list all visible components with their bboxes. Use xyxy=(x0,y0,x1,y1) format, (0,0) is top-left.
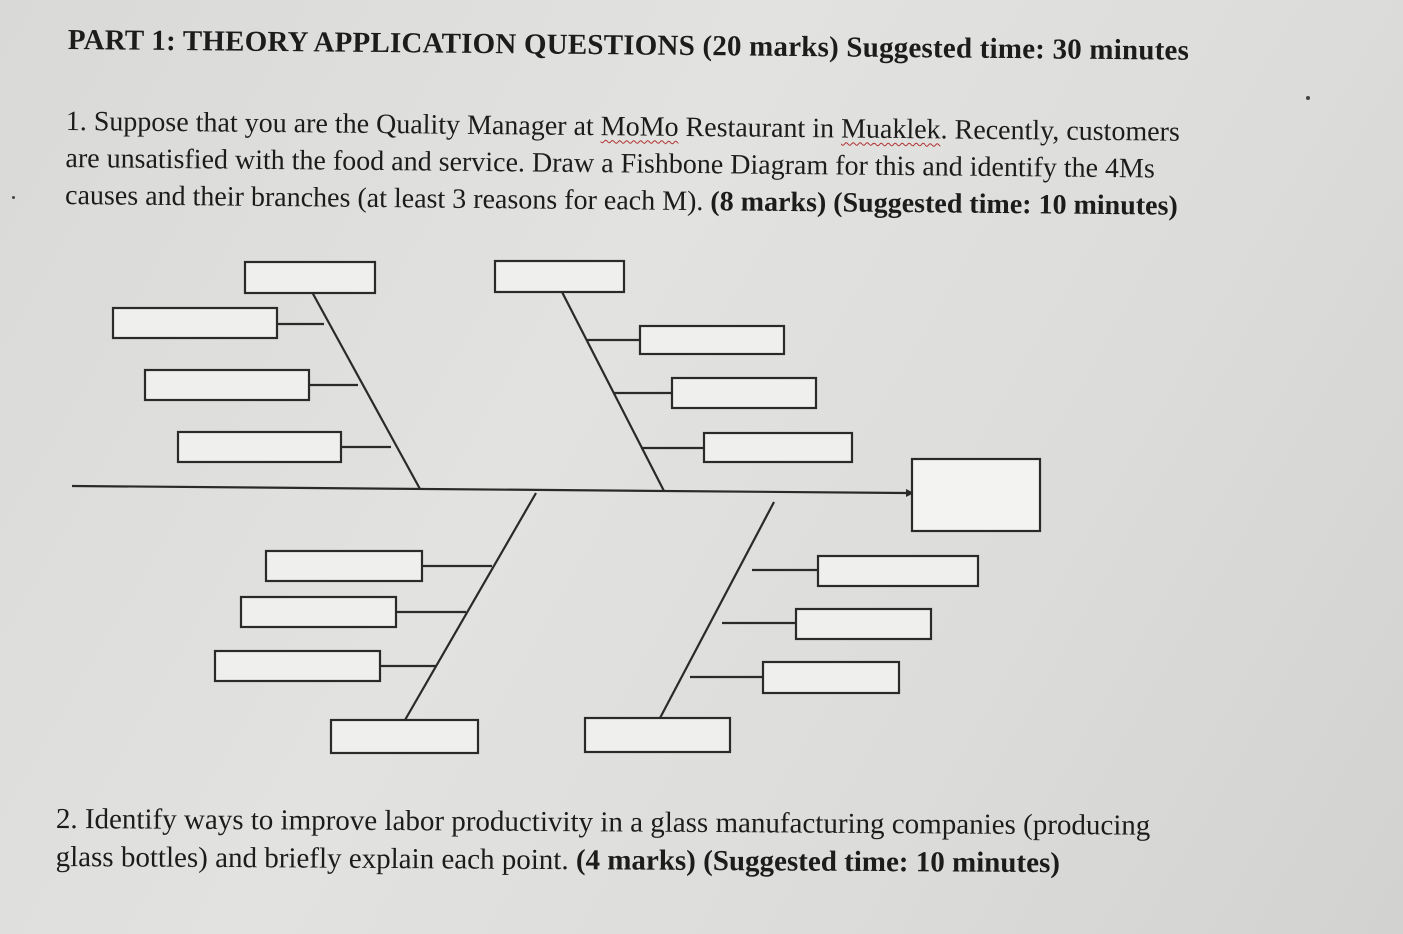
question-1-marks: (8 marks) (Suggested time: 10 minutes) xyxy=(710,186,1178,222)
question-1-number: 1. xyxy=(65,105,87,138)
question-1-text-b: Restaurant in xyxy=(678,111,842,145)
question-1-text-c: . Recently, customers xyxy=(940,114,1180,148)
category-box-top-right xyxy=(495,261,624,292)
branch-box xyxy=(763,662,899,693)
branch-box xyxy=(672,378,816,408)
bone-top-right xyxy=(562,292,664,491)
question-2-line-2 xyxy=(56,838,1376,884)
branch-box xyxy=(178,432,341,462)
restaurant-name: MoMo xyxy=(600,111,679,143)
category-box-top-left xyxy=(245,262,375,293)
question-2 xyxy=(56,800,1376,884)
location-name: Muaklek xyxy=(840,113,941,146)
branch-box xyxy=(796,609,931,639)
part-heading: PART 1: THEORY APPLICATION QUESTIONS (20 marks) Suggested time: 30 minutes xyxy=(67,24,1190,67)
branch-box xyxy=(113,308,277,338)
ink-speck xyxy=(1306,96,1310,100)
ink-speck xyxy=(12,196,15,199)
question-1-text-d: causes and their branches (at least 3 reasons for each M). xyxy=(64,179,711,218)
question-2-marks: (4 marks) (Suggested time: 10 minutes) xyxy=(575,844,1061,880)
spine-line xyxy=(72,486,906,493)
question-1-text-a: Suppose that you are the Quality Manager at xyxy=(93,106,601,143)
branch-box xyxy=(241,597,396,627)
branch-box xyxy=(818,556,978,586)
effect-box xyxy=(912,459,1040,531)
question-1-line-2: are unsatisfied with the food and service. Draw a Fishbone Diagram for this and identify the 4Ms xyxy=(65,142,1155,185)
branch-box xyxy=(215,651,380,681)
branch-box xyxy=(640,326,784,354)
question-2-text: glass bottles) and briefly explain each point. xyxy=(55,840,576,877)
branch-box xyxy=(704,433,852,462)
bone-bottom-left xyxy=(405,493,536,720)
category-box-bottom-right xyxy=(585,718,730,752)
category-box-bottom-left xyxy=(331,720,478,753)
question-2-line-1: 2. Identify ways to improve labor productivity in a glass manufacturing companies (producing xyxy=(55,802,1151,842)
branch-box xyxy=(145,370,309,400)
bone-bottom-right xyxy=(660,502,774,718)
branch-box xyxy=(266,551,422,581)
